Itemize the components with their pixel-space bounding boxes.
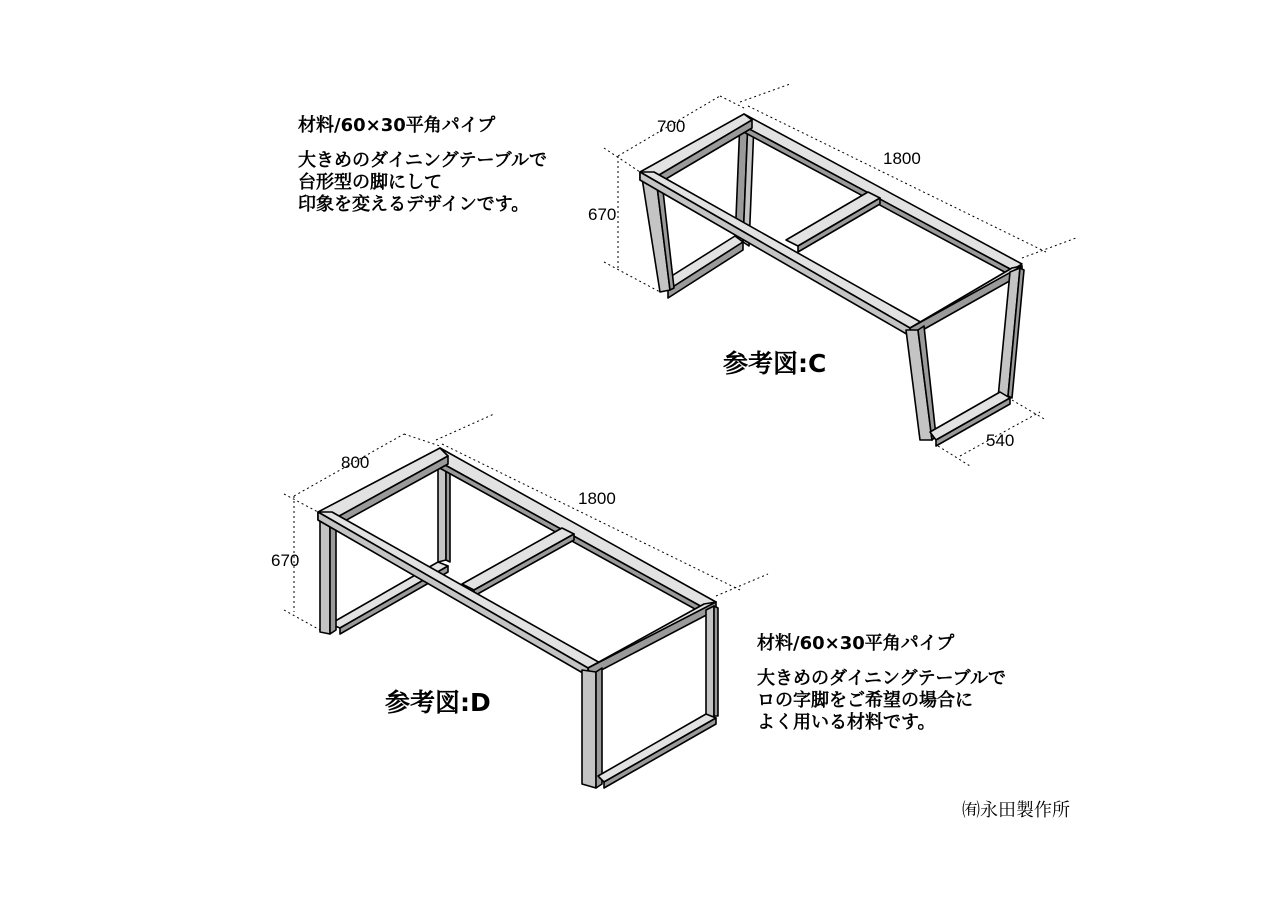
frame-d-middle-bar-side	[474, 534, 574, 596]
dim-d-length: 1800	[578, 489, 616, 508]
dim-d-depth: 800	[341, 453, 370, 472]
table-frame-d	[318, 448, 718, 788]
figure-d-description-line: ロの字脚をご希望の場合に	[757, 690, 973, 711]
dim-d-height: 670	[271, 551, 300, 570]
figure-c-description-line: 大きめのダイニングテーブルで	[298, 150, 547, 171]
frame-c-left-foot-bar	[662, 236, 743, 290]
frame-d-back-right-leg	[706, 606, 714, 720]
frame-d-back-right-leg-side	[714, 606, 718, 716]
figure-d-description	[757, 633, 1006, 734]
frame-c-left-foot-bar-side	[668, 242, 743, 298]
dim-c-foot: 540	[986, 431, 1015, 450]
frame-d-front-right-leg-side	[596, 668, 602, 788]
frame-d-front-left-leg-side	[330, 516, 336, 634]
frame-d-right-foot-bar	[598, 714, 716, 782]
figure-c-description	[298, 115, 547, 216]
frame-d-right-foot-bar-side	[604, 718, 716, 788]
figure-d-material: 材料/60×30平角パイプ	[757, 633, 955, 654]
dim-c-height: 670	[588, 205, 617, 224]
figure-d-title: 参考図:D	[385, 688, 491, 717]
figure-c-description-line: 台形型の脚にして	[298, 172, 442, 193]
frame-d-back-left-leg	[438, 456, 446, 562]
frame-c-middle-bar	[786, 192, 880, 246]
frame-d-front-right-leg	[582, 670, 596, 788]
frame-d-right-rail-side	[588, 602, 716, 676]
figure-d-description-line: よく用いる材料です。	[757, 712, 936, 733]
figure-c-title: 参考図:C	[723, 349, 827, 378]
figure-d-description-line: 大きめのダイニングテーブルで	[757, 668, 1006, 689]
table-frame-c	[640, 114, 1024, 446]
figure-c-description-line: 印象を変えるデザインです。	[298, 194, 530, 215]
company-name: ㈲永田製作所	[962, 800, 1070, 821]
frame-d-left-rail	[318, 448, 448, 520]
frame-d-front-left-leg	[320, 518, 330, 634]
figure-c-material: 材料/60×30平角パイプ	[298, 115, 496, 136]
dim-c-length: 1800	[883, 149, 921, 168]
frame-d-middle-bar	[462, 528, 574, 590]
dim-c-depth: 700	[657, 117, 686, 136]
